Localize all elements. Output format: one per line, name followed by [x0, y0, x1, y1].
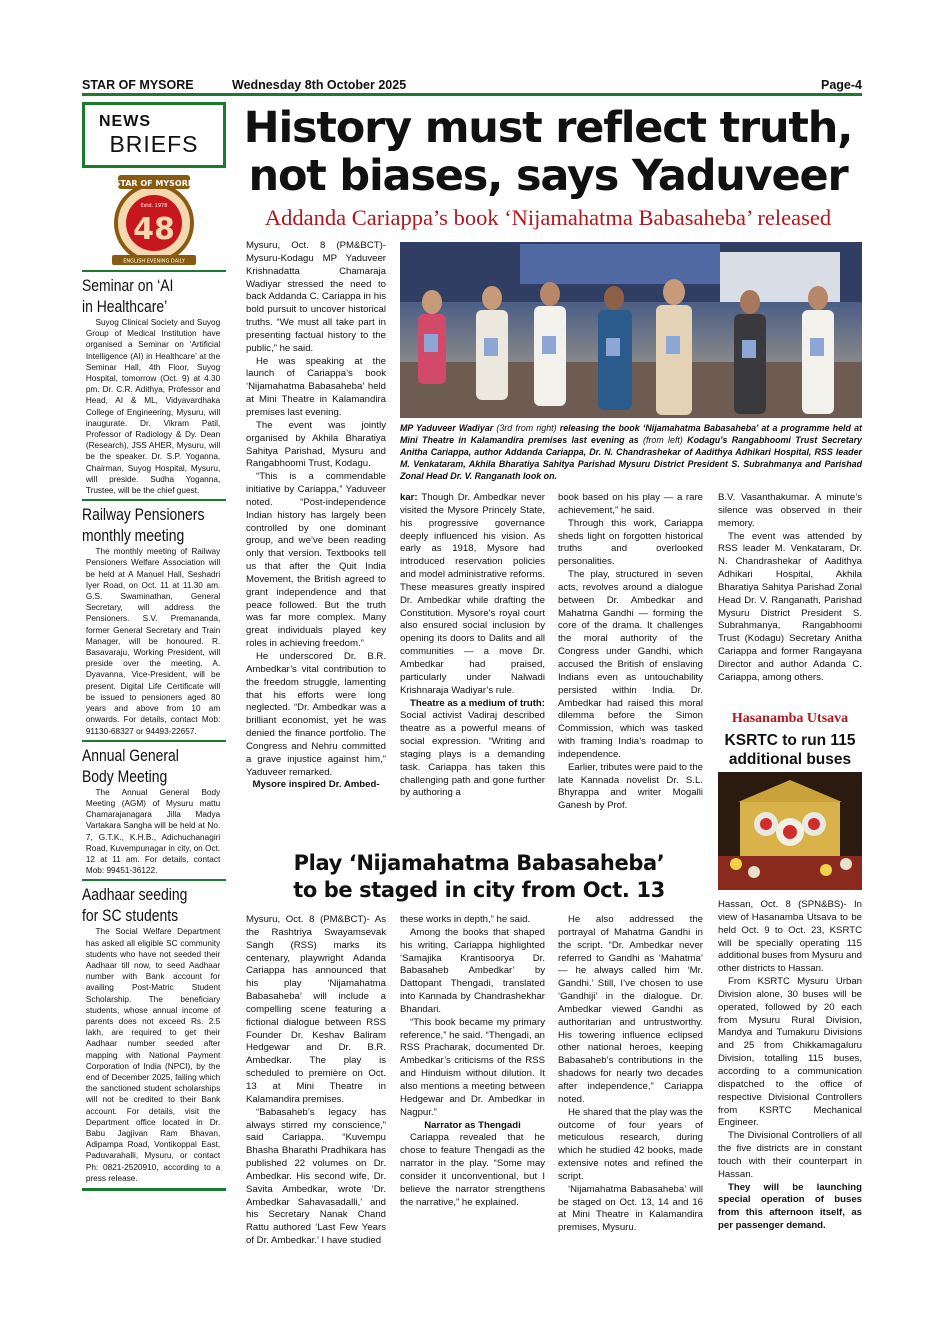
- brief-2-head-1: Railway Pensioners: [82, 505, 205, 525]
- book-release-photo-illustration: [400, 242, 862, 418]
- story1-para: Mysuru, Oct. 8 (PM&BCT)- Mysuru-Kodagu MP Yaduveer Krishnadatta Chamaraja Wadiyar stressed the need to back Addanda C. Cariappa in his bold pursuit to uncover historical truths. “We must all take part in presenting factual history to the public,” he said.: [246, 240, 386, 354]
- caption-part-d: (from left): [638, 435, 688, 445]
- story2-col-2: [400, 914, 545, 1209]
- paper-name: STAR OF MYSORE: [82, 78, 194, 92]
- story3-para: From KSRTC Mysuru Urban Division alone, 30 buses will be operated, followed by 20 each from Mysuru Rural Division, Mandya and Tumakuru Divisions and 25 from Chikkamagaluru Division, totalling 115 buses, according to a communication dispatched to the office of respective Divisional Controllers from KSRTC Mechanical Engineer.: [718, 976, 862, 1129]
- story1-subhead-mysore: Mysore inspired Dr. Ambed-: [252, 779, 380, 791]
- story2-para: “This book became my primary reference,” he said. “Thengadi, an RSS Pracharak, documented Dr. Ambedkar’s criticisms of the RSS and Hinduism without dilution. It also mentions a meeting between Hedgewar and Dr. Ambedkar in Nagpur.”: [400, 1016, 545, 1118]
- main-headline: [234, 104, 862, 200]
- hasanamba-temple-illustration: [718, 772, 862, 890]
- brief-3-body: The Annual General Body Meeting (AGM) of Mysuru mattu Chamarajanagara Jilla Madya Vartakara Sangha will be held at No. 7, G.T.K., K.H.B., Adichuchanagiri Road, Kuvempunagar in city, on Oct. 12 at 11 am. For details, contact Mob: 99451-36122.: [85, 786, 221, 876]
- briefs-label: BRIEFS: [109, 131, 199, 157]
- story2-para: Cariappa revealed that he chose to feature Thengadi as the narrator in the play. “Some may consider it unconventional, but I believe the narrator strengthens the narrative,” he explained.: [400, 1132, 545, 1208]
- issue-date: Wednesday 8th October 2025: [232, 78, 407, 92]
- logo-motto: ENGLISH EVENING DAILY: [123, 258, 185, 265]
- story1-para: [400, 698, 545, 801]
- story1-col2-text-2: Social activist Vadiraj described theatre as a powerful means of social expression. “Writing and staging plays is a demanding task. Cariappa has taken this challenging path and gone further by authoring a: [400, 710, 545, 799]
- story1-col2-lead: kar:: [400, 492, 418, 503]
- story1-para: He underscored Dr. B.R. Ambedkar’s vital contribution to the freedom struggle, lamenting that his efforts were long neglected. “Dr. Ambedkar was a brilliant economist, yet he was denied the finance portfolio. The Congress and Nehru committed a grave injustice against him,” Yaduveer remarked.: [246, 651, 386, 778]
- ksrtc-headline: [718, 731, 862, 769]
- caption-part-b: (3rd from right): [493, 423, 560, 433]
- story3-bold-para: They will be launching special operation of buses from this afternoon itself, as per passenger demand.: [718, 1181, 862, 1232]
- story1-para: [400, 492, 545, 698]
- story3-body: [718, 899, 862, 1233]
- ksrtc-headline-line-2: additional buses: [728, 751, 852, 768]
- story2-para: Among the books that shaped his writing, Cariappa highlighted ‘Samajika Krantisoorya Dr. Babasaheb Ambedkar’ by Dattopant Thengadi, translated into Kannada by Chandrashekhar Bhandari.: [400, 926, 545, 1015]
- story2-para: He also addressed the portrayal of Mahatma Gandhi in the script. “Dr. Ambedkar never referred to Gandhi as ‘Mahatma’ — he always called him ‘Mr. Gandhi.’ Still, I’ve chosen to use ‘Gandhiji’ in the dialogue. Dr. Ambedkar viewed Gandhi as authoritarian and untrustworthy. His towering influence eclipsed other national heroes, keeping Babasaheb’s contributions in the shadows for nearly two decades after independence,” Cariappa noted.: [558, 914, 703, 1105]
- page-number: Page-4: [821, 78, 862, 92]
- story1-col2-text: Though Dr. Ambedkar never visited the Mysore Princely State, his progressive governance deeply influenced his vision. As early as 1918, Mysore had introduced reservation policies and model administrative reforms. These measures greatly inspired Dr. Ambedkar while drafting the Constitution. Mysore’s royal court also ensured social inclusion by opening its doors to Dalits and all communities — a move Dr. Ambedkar had praised, particularly under Nalwadi Krishnaraja Wadiyar’s rule.: [400, 492, 545, 696]
- story2-para: these works in depth,” he said.: [400, 914, 531, 925]
- logo-number: 48: [133, 212, 175, 247]
- story2-para: ‘Nijamahatma Babasaheba’ will be staged on Oct. 13, 14 and 16 at Mini Theatre in Kalamandira premises, Mysuru.: [558, 1183, 703, 1234]
- story3-para: Hassan, Oct. 8 (SPN&BS)- In view of Hasanamba Utsava to be held Oct. 9 to Oct. 23, KSRTC will be specially operating 115 additional buses from Mysuru and other districts to Hassan.: [718, 899, 862, 975]
- main-subheadline: Addanda Cariappa’s book ‘Nijamahatma Babasaheba’ released: [264, 205, 832, 230]
- play-headline-line-2: to be staged in city from Oct. 13: [293, 878, 665, 902]
- story1-col-4: [718, 492, 862, 685]
- photo-caption: [400, 422, 862, 482]
- brief-2-body: The monthly meeting of Railway Pensioners Welfare Association will be held at A Manuel Hall, Seshadri Iyer Road, on Oct. 11 at 11.30 am. G.S. Swaminathan, General Secretary, will address the Pensioners. S.V. Premananda, former General Secretary and Train Manager, will be honoured. R. Basavaraju, Working President, will preside over the meeting. A. Dyavanna, Vice-President, will be present. Digital Life Certificate will be issued to pensioners aged 80 years and above from 10 am onwards. For details, contact Mob: 91130-68327 or 94493-22657.: [85, 546, 221, 736]
- play-headline-line-1: Play ‘Nijamahatma Babasaheba’: [293, 851, 665, 875]
- brief-3-head-1: Annual General: [82, 745, 179, 765]
- story1-para: “This is a commendable initiative by Cariappa,” Yaduveer noted. “Post-independence Indian history has largely been controlled by one dominant group, and we’ve been reading only that version. Textbooks tell us that after the Quit India Movement, the British agreed to grant independence and that peace followed. But the truth was far more complex. Many great individuals played key roles in achieving freedom.”: [246, 471, 386, 650]
- story1-para: Through this work, Cariappa sheds light on forgotten historical truths and overlooked personalities.: [558, 517, 703, 568]
- logo-top-text: STAR OF MYSORE: [114, 179, 194, 188]
- story1-para: B.V. Vasanthakumar. A minute’s silence was observed in their memory.: [718, 492, 862, 529]
- news-briefs-title-box: [82, 102, 226, 168]
- story1-para: book based on his play — a rare achievement,” he said.: [558, 492, 703, 516]
- brief-3-head-2: Body Meeting: [82, 766, 168, 786]
- caption-part-e: Kodagu’s Rangabhoomi Trust Secretary Anitha Cariappa, author Addanda Cariappa, Dr. N. Chandrashekar of Aadithya Adhikari Hospital, RSS leader M. Venkataram, Akhila Bharatiya Sahitya Parishad Mysuru District President S. Subrahmanya and Parishad Zonal Head Dr. V. Ranganath look on.: [400, 435, 862, 481]
- logo-estd-text: Estd. 1978: [140, 203, 168, 209]
- masthead: [82, 76, 862, 96]
- play-headline: [234, 850, 724, 904]
- story2-subhead-narrator: Narrator as Thengadi: [424, 1119, 521, 1131]
- caption-part-a: MP Yaduveer Wadiyar: [400, 423, 494, 433]
- hasanamba-temple-photo: [718, 772, 862, 890]
- ksrtc-kicker: Hasanamba Utsava: [731, 711, 849, 726]
- story1-col-2: [400, 492, 545, 800]
- brief-2-head-2: monthly meeting: [82, 526, 185, 546]
- anniversary-logo: [82, 168, 226, 274]
- brief-4-head-2: for SC students: [82, 906, 179, 926]
- ksrtc-headline-line-1: KSRTC to run 115: [724, 732, 856, 749]
- book-release-photo: [400, 242, 862, 418]
- story2-para: “Babasaheb’s legacy has always stirred my conscience,” said Cariappa. “Kuvempu Bhasha Bharathi Pradhikara has published 22 volumes on Dr. Ambedkar. His second wife, Dr. Savita Ambedkar, wrote ‘Dr. Ambedkar Sahavasadalli,’ and his Secretary Nanak Chand Rattu authored ‘Last Few Years of Dr. Ambedkar.’ I have studied: [246, 1106, 386, 1247]
- story3-para: The Divisional Controllers of all the five districts are in constant touch with their counterpart in Hassan.: [718, 1130, 862, 1180]
- story1-col-1: [246, 240, 386, 792]
- story1-para: He was speaking at the launch of Cariappa’s book ‘Nijamahatma Babasaheba’ held at Mini Theatre in Kalamandira premises last evening.: [246, 355, 386, 418]
- story2-para: Mysuru, Oct. 8 (PM&BCT)- As the Rashtriya Swayamsevak Sangh (RSS) marks its centenary, playwright Adanda Cariappa has announced that his play ‘Nijamahatma Babasaheba’ will include a compelling scene featuring a fictional dialogue between RSS Founder Dr. Keshav Baliram Hedgewar and Dr. B.R. Ambedkar. The play is scheduled to première on Oct. 13 at Mini Theatre in Kalamandira premises.: [246, 914, 386, 1105]
- brief-4-head-1: Aadhaar seeding: [82, 885, 188, 905]
- main-headline-line-2: not biases, says Yaduveer: [248, 151, 848, 201]
- brief-4-body: The Social Welfare Department has asked all eligible SC community students who have not seeded their Aadhaar till now, to seed Aadhaar number with Bank account for availing Post-Matric Student Scholarship. The beneficiary students, whose annual income of parents does not exceed Rs. 2.5 lakh, are required to get their Aadhaar number seeded after mapping with National Payment Corporation of India (NPCI), by the end of December 2025, failing which the sanctioned student scholarships will not be credited to their Bank account. For details, visit the Department office located in Dr. Babu Jagjivan Ram Bhavan, Adipampa Road, Vontikoppal East, Paduvarahalli, Mysuru, or contact Ph: 0821-2520910, according to a press release.: [85, 926, 221, 1183]
- news-briefs-sidebar: [82, 102, 226, 1191]
- anniversary-48-emblem: [104, 171, 204, 271]
- story2-para: He shared that the play was the outcome of four years of meticulous research, during which he studied 42 books, made extensive notes and refined the script.: [558, 1106, 703, 1182]
- story1-col-3: [558, 492, 703, 813]
- story1-para: The event was attended by RSS leader M. Venkataram, Dr. N. Chandrashekar of Aadithya Adhikari Hospital, Akhila Bharatiya Sahitya Parishad Zonal Head Dr. V. Ranganath, Parishad Mysuru District President S. Subrahmanya, Rangabhoomi Trust (Kodagu) Secretary Anitha Cariappa and former Rangayana Director and author Adanda C. Cariappa, among others.: [718, 530, 862, 683]
- story1-subhead-theatre: Theatre as a medium of truth:: [410, 697, 545, 709]
- main-headline-line-1: History must reflect truth,: [243, 103, 853, 153]
- story1-para: Earlier, tributes were paid to the late Kannada novelist Dr. S.L. Bhyrappa and writer Mogalli Ganesh by Prof.: [558, 761, 703, 812]
- caption-part-c: releasing the book ‘Nijamahatma Babasaheba’ at a programme held at Mini Theatre in Kalamandira premises last evening as: [400, 423, 862, 445]
- story2-col-3: [558, 914, 703, 1235]
- brief-1-body: Suyog Clinical Society and Suyog Group of Medical Institution have organised a Seminar on ‘Artificial Intelligence (AI) in Healthcare’ at the Seminar Hall, 4th Floor, Suyog Hospital, tomorrow (Oct. 9) at 4.30 pm. Dr. C.R. Adithya, Professor and Head, AI & ML, Vidyavardhaka College of Engineering, Mysuru, will inaugurate. Dr. Vikram Patil, Professor of Radiology & Dy. Dean (Research), JSS AHER, Mysuru, will be the speaker. Dr. S.P. Yoganna, Chairman, Suyog Hospital, Mysuru, will preside. Sudha Yoganna, Trustee, will be the chief guest.: [85, 317, 221, 496]
- brief-1-head-1: Seminar on ‘AI: [82, 276, 174, 295]
- brief-1-head-2: in Healthcare’: [82, 297, 168, 316]
- story2-col-1: [246, 914, 386, 1248]
- story1-para: The event was jointly organised by Akhila Bharatiya Sahitya Parishad, Mysuru and Rangabhoomi Trust, Kodagu.: [246, 419, 386, 470]
- story1-para: The play, structured in seven acts, revolves around a dialogue between Dr. Ambedkar and Mahatma Gandhi — forming the core of the drama. It challenges the moral authority of the Congress under Gandhi, which accused the British of enslaving Indians even as untouchability persisted within India. Dr. Ambedkar had raised this moral dilemma before the Simon Commission, which was tasked with framing India’s roadmap to independence.: [558, 569, 703, 760]
- news-label: NEWS: [99, 113, 151, 130]
